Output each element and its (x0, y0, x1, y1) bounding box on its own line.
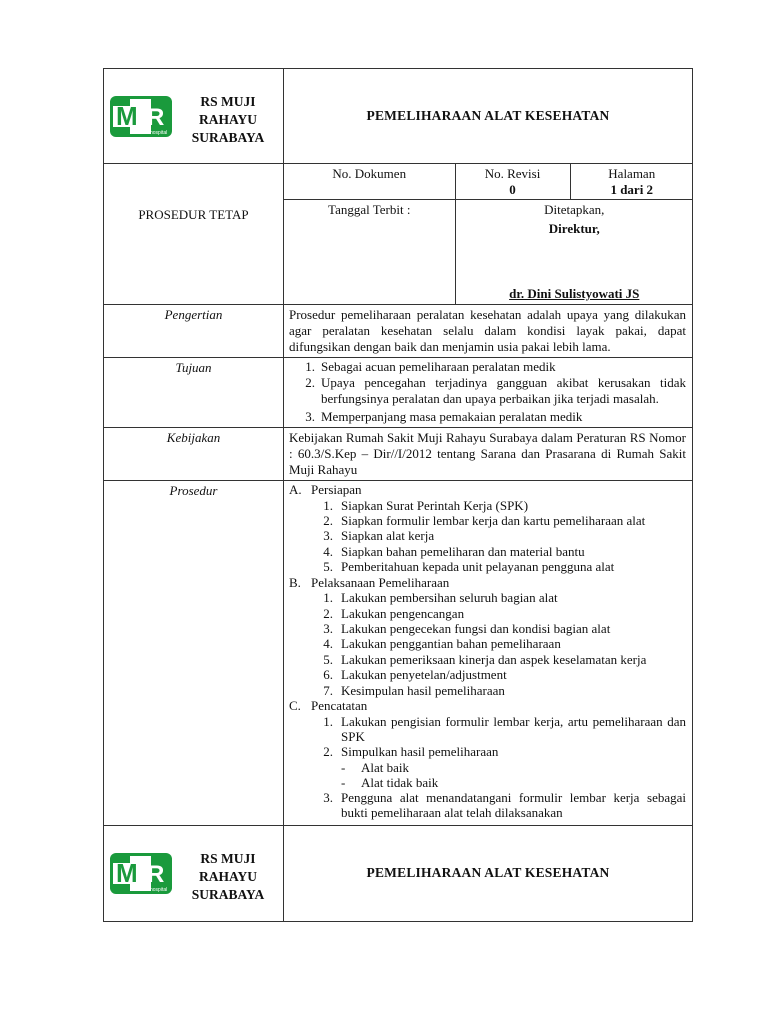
svg-text:R: R (147, 104, 165, 131)
list-item: 1. Siapkan Surat Perintah Kerja (SPK) (323, 497, 529, 513)
list-item: 4. Lakukan penggantian bahan pemeliharaan (323, 636, 561, 652)
signatory-name: dr. Dini Sulistyowati JS (509, 286, 640, 301)
hospital-logo-icon (110, 851, 172, 896)
prosedur-label: Prosedur (104, 481, 284, 826)
hospital-name (188, 850, 268, 904)
list-item: 4. Siapkan bahan pemeliharan dan material bantu (323, 543, 585, 559)
list-item: 3. Pengguna alat menandatangani formulir lembar kerja sebagai bukti pemeliharaan alat telah dilaksanakan (323, 789, 686, 821)
no-revisi-value: 0 (509, 182, 516, 197)
svg-text:M: M (116, 857, 138, 888)
list-item: 6. Lakukan penyetelan/adjustment (323, 667, 507, 683)
section-b-list (289, 590, 686, 698)
ditetapkan-label: Ditetapkan, (544, 202, 605, 217)
list-item: 3. Lakukan pengecekan fungsi dan kondisi bagian alat (323, 621, 611, 637)
list-item: 3. Memperpanjang masa pemakaian peralatan medik (305, 409, 583, 424)
svg-text:M: M (116, 101, 138, 131)
section-c-list-cont (289, 790, 686, 821)
hospital-name-line2: RAHAYU (198, 112, 257, 127)
list-item: 1. Sebagai acuan pemeliharaan peralatan medik (305, 359, 556, 374)
document-title-footer: PEMELIHARAAN ALAT KESEHATAN (284, 825, 693, 921)
hospital-name-line1: RS MUJI (200, 94, 256, 109)
list-item: 2. Siapkan formulir lembar kerja dan kartu pemeliharaan alat (323, 513, 646, 528)
meta-cell (284, 164, 693, 305)
svg-text:hospital: hospital (150, 130, 168, 136)
list-item: 5. Lakukan pemeriksaan kinerja dan aspek keselamatan kerja (323, 651, 647, 667)
section-a-list (289, 498, 686, 575)
pengertian-row (104, 305, 693, 358)
hospital-name-line3: SURABAYA (191, 130, 265, 145)
direktur-label: Direktur, (548, 221, 600, 236)
section-c-list (289, 714, 686, 760)
kebijakan-text: Kebijakan Rumah Sakit Muji Rahayu Surabaya dalam Peraturan RS Nomor : 60.3/S.Kep – Dir//I/2012 tentang Sarana dan Prasarana di Rumah Sakit Muji Rahayu (284, 428, 693, 481)
list-item: 2. Lakukan pengencangan (323, 605, 465, 621)
svg-text:hospital: hospital (150, 886, 168, 893)
hospital-name-line1: RS MUJI (200, 850, 256, 866)
tanggal-terbit-label: Tanggal Terbit : (284, 200, 455, 305)
prosedur-row (104, 481, 693, 826)
hospital-name-line3: SURABAYA (191, 886, 265, 902)
list-item: 1. Lakukan pembersihan seluruh bagian alat (323, 590, 558, 606)
meta-table (284, 164, 693, 304)
list-item: 2. Simpulkan hasil pemeliharaan (323, 744, 499, 760)
pengertian-label: Pengertian (104, 305, 284, 358)
footer-header-row (104, 825, 693, 921)
document-type: PROSEDUR TETAP (104, 164, 284, 305)
halaman-label: Halaman (608, 166, 656, 181)
hospital-name (188, 93, 268, 147)
hospital-logo-cell-footer (104, 825, 284, 921)
kebijakan-row (104, 428, 693, 481)
kebijakan-label: Kebijakan (104, 428, 284, 481)
list-item: 1. Lakukan pengisian formulir lembar kerja, artu pemeliharaan dan SPK (323, 713, 686, 745)
approval-cell (455, 200, 693, 305)
document-title: PEMELIHARAAN ALAT KESEHATAN (284, 69, 693, 164)
no-dokumen-label: No. Dokumen (284, 164, 455, 200)
hospital-logo-icon (110, 94, 172, 139)
pengertian-text: Prosedur pemeliharaan peralatan kesehatan adalah upaya yang dilakukan agar peralatan kesehatan selalu dalam kondisi layak pakai, dapat difungsikan dengan baik dan menjamin usia pakai lebih lama. (284, 305, 693, 358)
halaman-cell (570, 164, 693, 200)
svg-text:R: R (147, 860, 165, 888)
list-item: 5. Pemberitahuan kepada unit pelayanan pengguna alat (323, 559, 615, 575)
tujuan-row (104, 358, 693, 428)
list-item: 3. Siapkan alat kerja (323, 528, 435, 544)
hospital-name-line2: RAHAYU (198, 868, 257, 884)
header-row (104, 69, 693, 164)
hospital-logo-cell (104, 69, 284, 164)
list-item: 7. Kesimpulan hasil pemeliharaan (323, 682, 505, 698)
dash-item: - Alat baik (341, 759, 410, 775)
halaman-value: 1 dari 2 (610, 182, 654, 197)
tujuan-label: Tujuan (104, 358, 284, 428)
list-item: 2. Upaya pencegahan terjadinya gangguan akibat kerusakan tidak berfungsinya peralatan dan upaya perbaikan jika terjadi masalah. (305, 375, 686, 406)
no-revisi-cell (455, 164, 570, 200)
prosedur-content (284, 481, 693, 826)
section-c-heading: C. Pencatatan (289, 698, 368, 714)
dash-item: - Alat tidak baik (341, 774, 439, 790)
section-b-heading: B. Pelaksanaan Pemeliharaan (289, 574, 450, 590)
section-a-heading: A. Persiapan (289, 482, 362, 497)
meta-row (104, 164, 693, 305)
sop-table (103, 68, 693, 922)
no-revisi-label: No. Revisi (484, 166, 541, 181)
tujuan-list (284, 358, 693, 428)
